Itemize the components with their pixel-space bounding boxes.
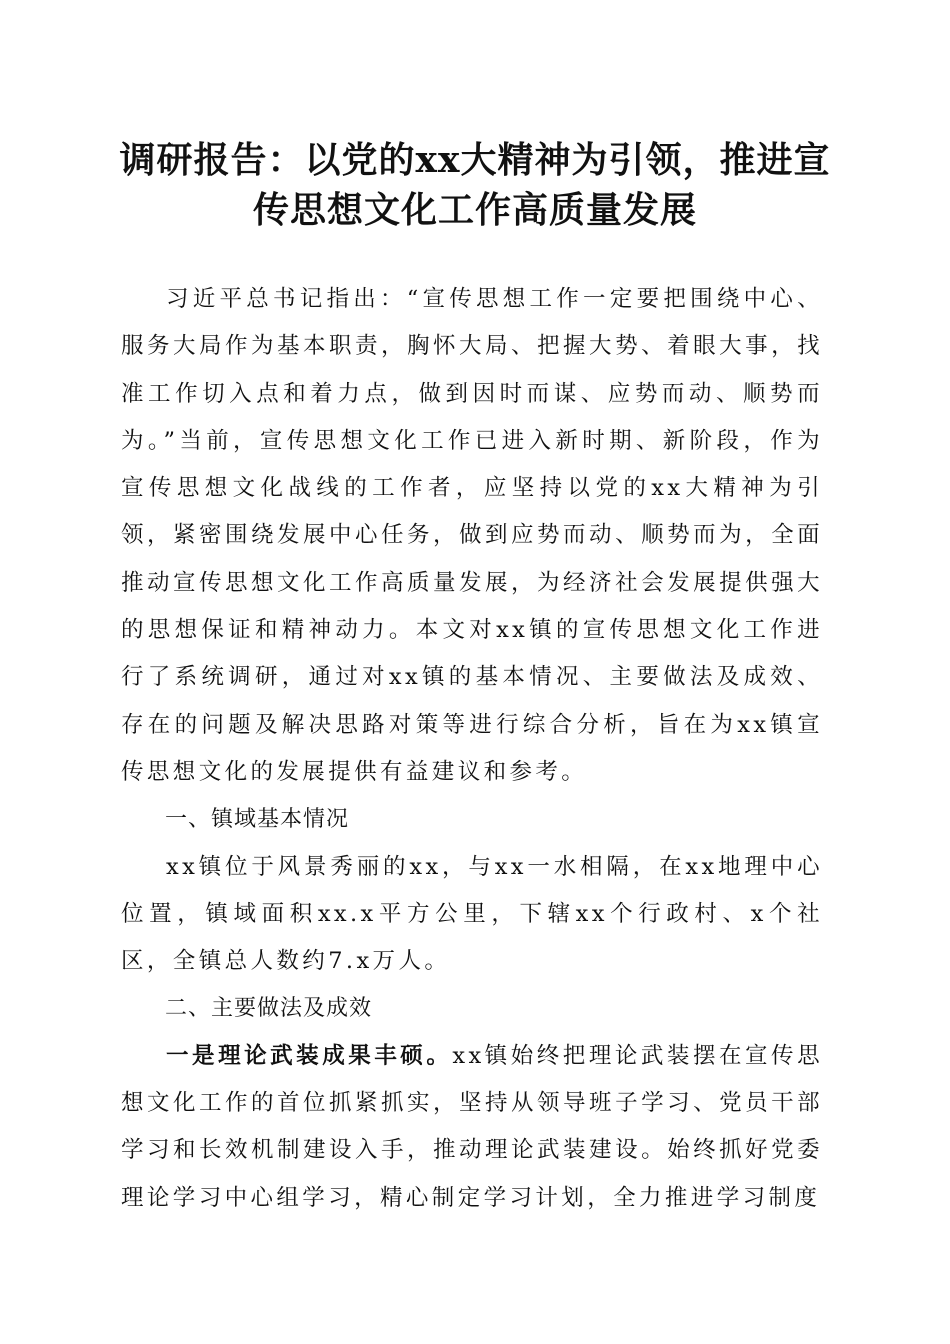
intro-paragraph: 习近平总书记指出：“宣传思想工作一定要把围绕中心、服务大局作为基本职责，胸怀大局、把握大势、着眼大事，找准工作切入点和着力点，做到因时而谋、应势而动、顺势而为。”当前，宣传思想文化工作已进入新时期、新阶段，作为宣传思想文化战线的工作者，应坚持以党的xx大精神为引领，紧密围绕发展中心任务，做到应势而动、顺势而为，全面推动宣传思想文化工作高质量发展，为经济社会发展提供强大的思想保证和精神动力。本文对xx镇的宣传思想文化工作进行了系统调研，通过对xx镇的基本情况、主要做法及成效、存在的问题及解决思路对策等进行综合分析，旨在为xx镇宣传思想文化的发展提供有益建议和参考。 [121, 286, 823, 785]
basic-info-paragraph: xx镇位于风景秀丽的xx，与xx一水相隔，在xx地理中心位置，镇域面积xx.x平方公里，下辖xx个行政村、x个社区，全镇总人数约7.x万人。 [121, 853, 823, 975]
title-line-2: 传思想文化工作高质量发展 [252, 189, 697, 231]
practices-text: xx镇始终把理论武装摆在宣传思想文化工作的首位抓紧抓实，坚持从领导班子学习、党员干部学习和长效机制建设入手，推动理论武装建设。始终抓好党委理论学习中心组学习，精心制定学习计划，全力推进学习制度 [121, 1042, 823, 1211]
practices-lead-sentence: 一是理论武装成果丰硕。 [166, 1042, 453, 1069]
document-body [121, 276, 823, 1222]
section-heading-practices: 二、主要做法及成效 [165, 996, 373, 1022]
document-title [100, 135, 850, 235]
practices-paragraph [121, 1033, 823, 1222]
title-line-1: 调研报告：以党的xx大精神为引领，推进宣 [119, 139, 831, 181]
section-heading-basic-info: 一、镇域基本情况 [165, 807, 350, 833]
